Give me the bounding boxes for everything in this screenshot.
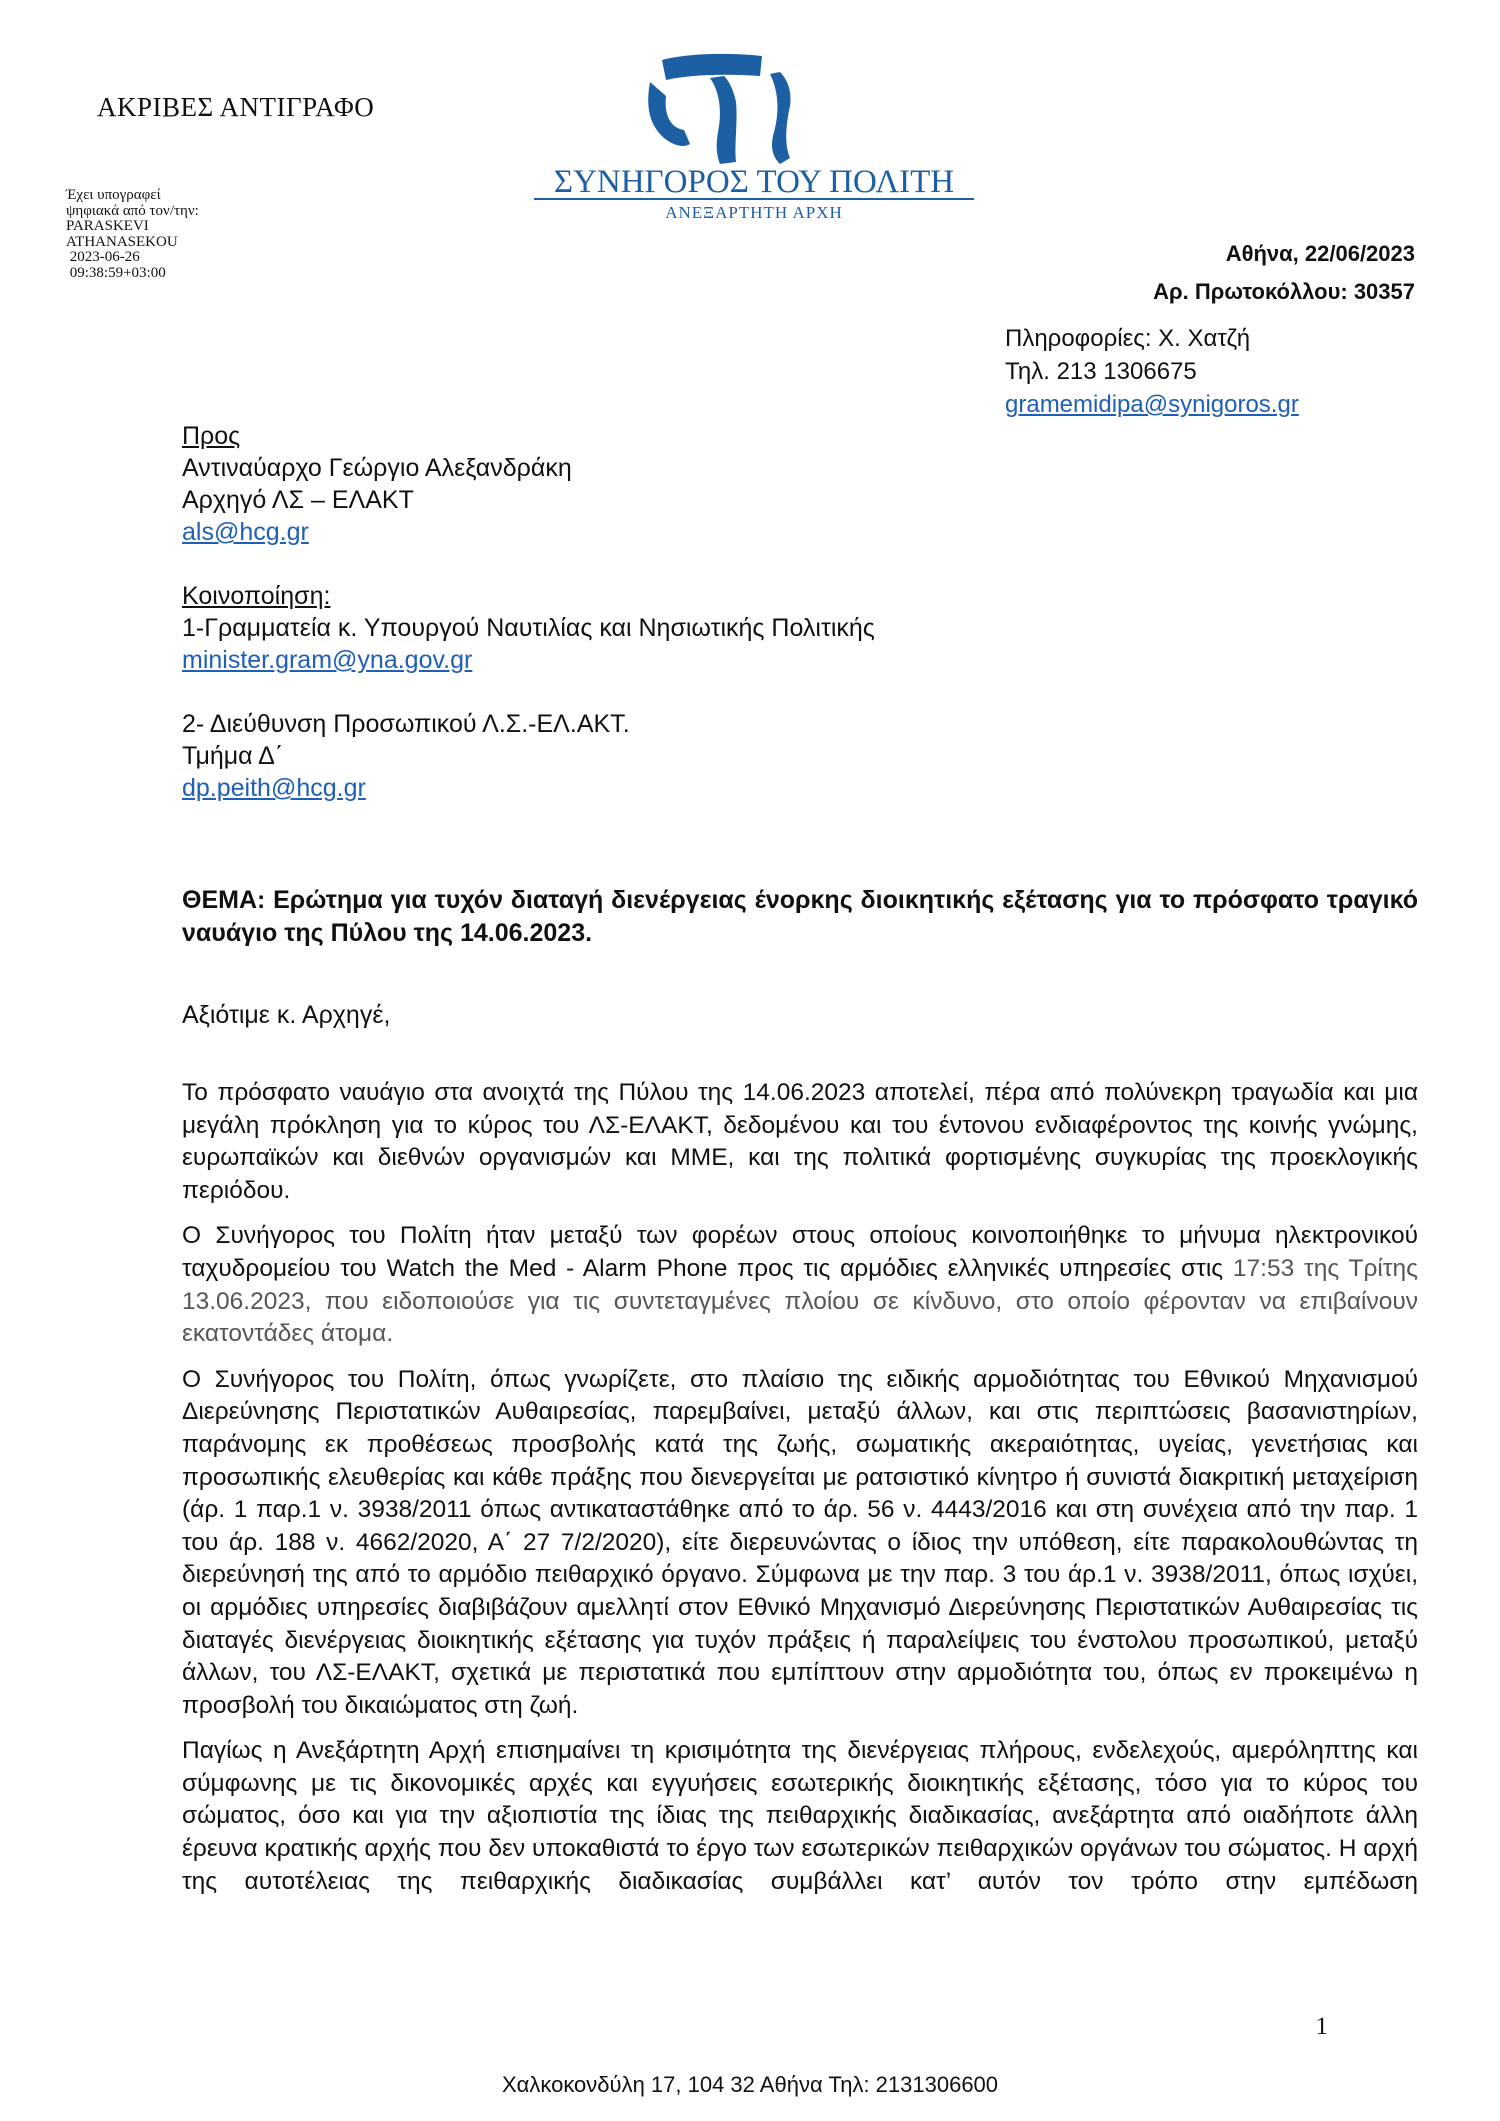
cc-item-2-department: Τμήμα Δ΄ xyxy=(182,742,284,770)
cc-item-2-email-link[interactable]: dp.peith@hcg.gr xyxy=(182,774,366,802)
digital-signature-block xyxy=(66,188,199,281)
cc-item-1: 1-Γραμματεία κ. Υπουργού Ναυτιλίας και Νησιωτικής Πολιτικής xyxy=(182,614,875,642)
logo-title: ΣΥΝΗΓΟΡΟΣ ΤΟΥ ΠΟΛΙΤΗ xyxy=(553,164,955,200)
recipient-email-link[interactable]: als@hcg.gr xyxy=(182,518,309,546)
logo-mark-top-bar xyxy=(662,54,762,80)
ombudsman-logo xyxy=(534,52,974,222)
cc-item-2: 2- Διεύθυνση Προσωπικού Λ.Σ.-ΕΛ.ΑΚΤ. xyxy=(182,710,630,738)
body-paragraph: Ο Συνήγορος του Πολίτη, όπως γνωρίζετε, στο πλαίσιο της ειδικής αρμοδιότητας του Εθνικού Μηχανισμού Διερεύνησης Περιστατικών Αυθαιρεσίας, παρεμβαίνει, μεταξύ άλλων, και στις περιπτώσεις βασανιστηρίων, παράνομης εκ προθέσεως προσβολής κατά της ζωής, σωματικής ακεραιότητας, υγείας, γενετήσιας και προσωπικής ελευθερίας και κάθε πράξης που διενεργείται με ρατσιστικό κίνητρο ή συνιστά διακριτική μεταχείριση (άρ. 1 παρ.1 ν. 3938/2011 όπως αντικαταστάθηκε από το άρ. 56 ν. 4443/2016 και στη συνέχεια από την παρ. 1 του άρ. 188 ν. 4662/2020, Α΄ 27 7/2/2020), είτε διερευνώντας ο ίδιος την υπόθεση, είτε παρακολουθώντας τη διερεύνησή της από το αρμόδιο πειθαρχικό όργανο. Σύμφωνα με την παρ. 3 του άρ.1 ν. 3938/2011, όπως ισχύει, οι αρμόδιες υπηρεσίες διαβιβάζουν αμελλητί στον Εθνικό Μηχανισμό Διερεύνησης Περιστατικών Αυθαιρεσίας τις διαταγές διενέργειας διοικητικής εξέτασης για τυχόν πράξεις ή παραλείψεις του ένστολου προσωπικού, μεταξύ άλλων, του ΛΣ-ΕΛΑΚΤ, σχετικά με περιστατικά που εμπίπτουν στην αρμοδιότητα του, όπως εν προκειμένω η προσβολή του δικαιώματος στη ζωή. xyxy=(182,1365,1418,1719)
signature-line: Έχει υπογραφεί xyxy=(66,187,161,203)
logo-mark-right-stroke xyxy=(770,72,791,164)
body-paragraph-part-highlight: 17:53 της Τρίτης 13.06.2023, που ειδοποιούσε για τις συντεταγμένες πλοίου σε κίνδυνο, στο οποίο φέρονταν να επιβαίνουν εκατοντάδες άτομα. xyxy=(182,1254,1418,1348)
logo-mark-left-stroke xyxy=(648,82,690,146)
body-paragraph-part: Ο Συνήγορος του Πολίτη ήταν μεταξύ των φορέων στους οποίους κοινοποιήθηκε το μήνυμα ηλεκτρονικού ταχυδρομείου του Watch the Med - Alarm Phone προς τις αρμόδιες ελληνικές υπηρεσίες στις xyxy=(182,1222,1418,1282)
protocol-number: Αρ. Πρωτοκόλλου: 30357 xyxy=(1153,279,1415,304)
body-paragraph xyxy=(182,1220,1418,1350)
body-paragraph: Το πρόσφατο ναυάγιο στα ανοιχτά της Πύλου της 14.06.2023 αποτελεί, πέρα από πολύνεκρη τραγωδία και μια μεγάλη πρόκληση για το κύρος του ΛΣ-ΕΛΑΚΤ, δεδομένου και του έντονου ενδιαφέροντος της κοινής γνώμης, ευρωπαϊκών και διεθνών οργανισμών και ΜΜΕ, και της πολιτικά φορτισμένης συγκυρίας της προεκλογικής περιόδου. xyxy=(182,1079,1418,1204)
recipient-label: Προς xyxy=(182,422,241,450)
letter-body xyxy=(182,1077,1418,1911)
letter-date: Αθήνα, 22/06/2023 xyxy=(1225,241,1415,266)
footer-address: Χαλκοκονδύλη 17, 104 32 Αθήνα Τηλ: 2131306600 xyxy=(501,2072,999,2097)
body-paragraph: Παγίως η Ανεξάρτητη Αρχή επισημαίνει τη κρισιμότητα της διενέργειας πλήρους, ενδελεχούς, αμερόληπτης και σύμφωνης με τις δικονομικές αρχές και εγγυήσεις εσωτερικής διοικητικής εξέτασης, τόσο για το κύρος του σώματος, όσο και για την αξιοπιστία της ίδιας της πειθαρχικής διαδικασίας, ανεξάρτητα από οιαδήποτε άλλη έρευνα κρατικής αρχής που δεν υποκαθιστά το έργο των εσωτερικών πειθαρχικών οργάνων του σώματος. Η αρχή της αυτοτέλειας της πειθαρχικής διαδικασίας συμβάλλει κατ’ αυτόν τον τρόπο στην εμπέδωση xyxy=(182,1737,1418,1895)
address-block xyxy=(182,420,875,804)
logo-subtitle: ΑΝΕΞΑΡΤΗΤΗ ΑΡΧΗ xyxy=(665,203,843,222)
signature-line: 09:38:59+03:00 xyxy=(66,264,166,281)
date-protocol-block xyxy=(1153,235,1415,311)
info-contact-person: Πληροφορίες: Χ. Χατζή xyxy=(1005,325,1251,352)
signature-line: ψηφιακά από τον/την: xyxy=(66,202,199,219)
contact-info-block xyxy=(1005,322,1299,421)
info-phone: Τηλ. 213 1306675 xyxy=(1005,358,1197,385)
logo-mark-center-stroke xyxy=(710,76,737,164)
page-number: 1 xyxy=(1315,2013,1328,2040)
signature-line: PARASKEVI xyxy=(66,218,149,234)
signature-line: 2023-06-26 xyxy=(66,249,140,265)
certified-copy-stamp: ΑΚΡΙΒΕΣ ΑΝΤΙΓΡΑΦΟ xyxy=(97,92,375,122)
info-email-link[interactable]: gramemidipa@synigoros.gr xyxy=(1005,391,1299,418)
recipient-role: Αρχηγό ΛΣ – ΕΛΑΚΤ xyxy=(182,486,414,514)
greeting: Αξιότιμε κ. Αρχηγέ, xyxy=(182,1001,391,1029)
cc-label: Κοινοποίηση: xyxy=(182,582,331,610)
cc-item-1-email-link[interactable]: minister.gram@yna.gov.gr xyxy=(182,646,473,674)
signature-line: ATHANASEKOU xyxy=(66,233,178,250)
recipient-name: Αντιναύαρχο Γεώργιο Αλεξανδράκη xyxy=(182,454,572,482)
letter-subject: ΘΕΜΑ: Ερώτημα για τυχόν διαταγή διενέργειας ένορκης διοικητικής εξέτασης για το πρόσφατο τραγικό ναυάγιο της Πύλου της 14.06.2023. xyxy=(182,886,1418,947)
